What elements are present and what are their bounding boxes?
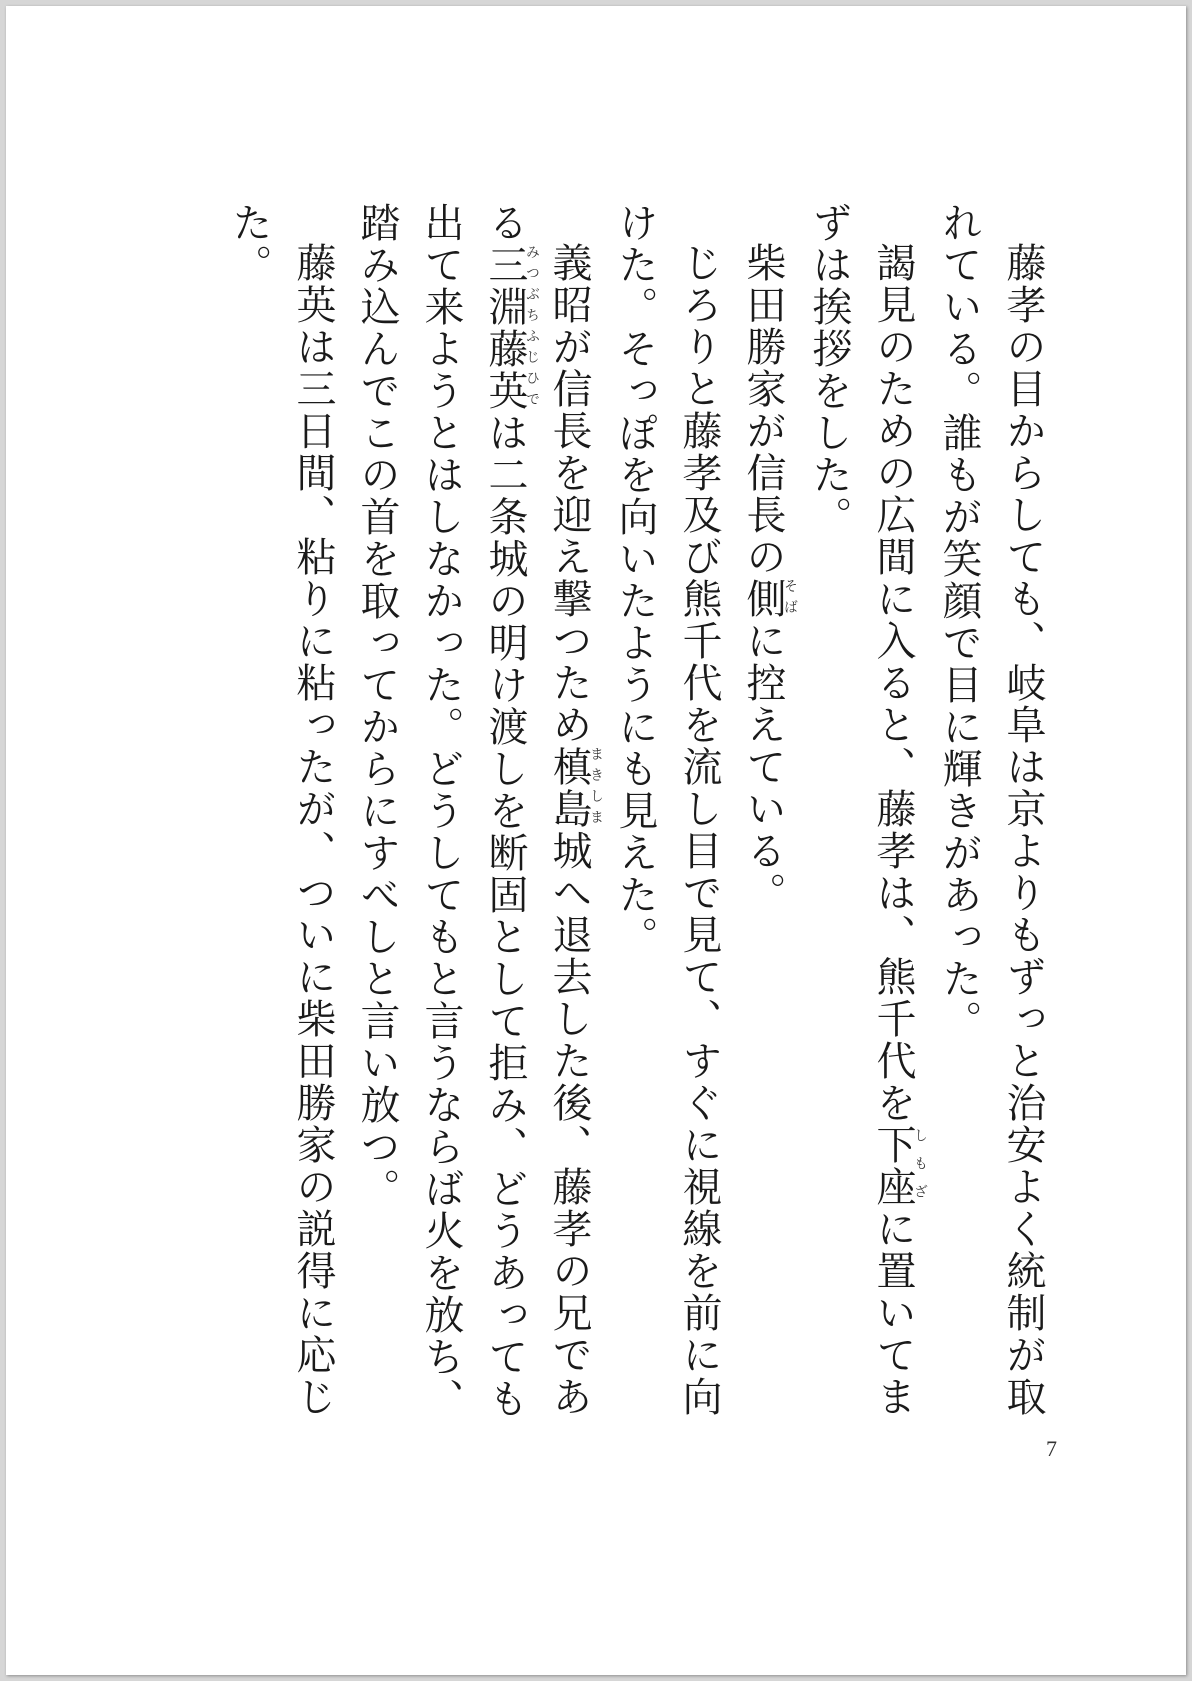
ruby-base: 槙島 — [546, 746, 592, 830]
ruby-word — [482, 244, 540, 412]
text-run: 城へ退去した後、藤孝の兄である — [482, 202, 592, 1418]
text-run: 謁見のための広間に入ると、藤孝は、熊千代を — [870, 242, 916, 1124]
text-run: に控えている。 — [740, 620, 786, 914]
text-run: 義昭が信長を迎え撃つため — [546, 242, 592, 746]
book-page — [6, 6, 1186, 1675]
ruby-word — [740, 578, 798, 620]
ruby-word — [546, 746, 604, 830]
text-run: 藤孝の目からしても、岐阜は京よりもずっと治安よく統制が取れている。誰もが笑顔で目に輝きがあった。 — [936, 202, 1046, 1418]
paragraph — [731, 202, 797, 1442]
text-run: 柴田勝家が信長の — [740, 242, 786, 578]
ruby-reading: みつぶちふじひで — [524, 244, 540, 412]
text-run: 藤英は三日間、粘りに粘ったが、ついに柴田勝家の説得に応じた。 — [226, 202, 336, 1418]
ruby-reading: しもざ — [912, 1124, 928, 1208]
paragraph — [927, 202, 1055, 1442]
ruby-base: 下座 — [870, 1124, 916, 1208]
ruby-base: 側 — [740, 578, 786, 620]
ruby-word — [870, 1124, 928, 1208]
paragraph — [603, 202, 731, 1442]
page-number: 7 — [1046, 1436, 1057, 1461]
ruby-reading: まきしま — [588, 746, 604, 830]
paragraph — [217, 202, 345, 1442]
text-run: じろりと藤孝及び熊千代を流し目で見て、すぐに視線を前に向けた。そっぽを向いたようにも見えた。 — [612, 202, 722, 1418]
text-run: に置いてまずは挨拶をした。 — [806, 202, 916, 1418]
paragraph — [797, 202, 927, 1442]
ruby-reading: そば — [782, 578, 798, 620]
paragraph — [345, 202, 603, 1442]
ruby-base: 三淵藤英 — [482, 244, 528, 412]
vertical-text-body — [217, 202, 1055, 1442]
text-run: は二条城の明け渡しを断固として拒み、どうあっても出て来ようとはしなかった。どうしてもと言うならば火を放ち、踏み込んでこの首を取ってからにすべしと言い放つ。 — [354, 202, 528, 1420]
